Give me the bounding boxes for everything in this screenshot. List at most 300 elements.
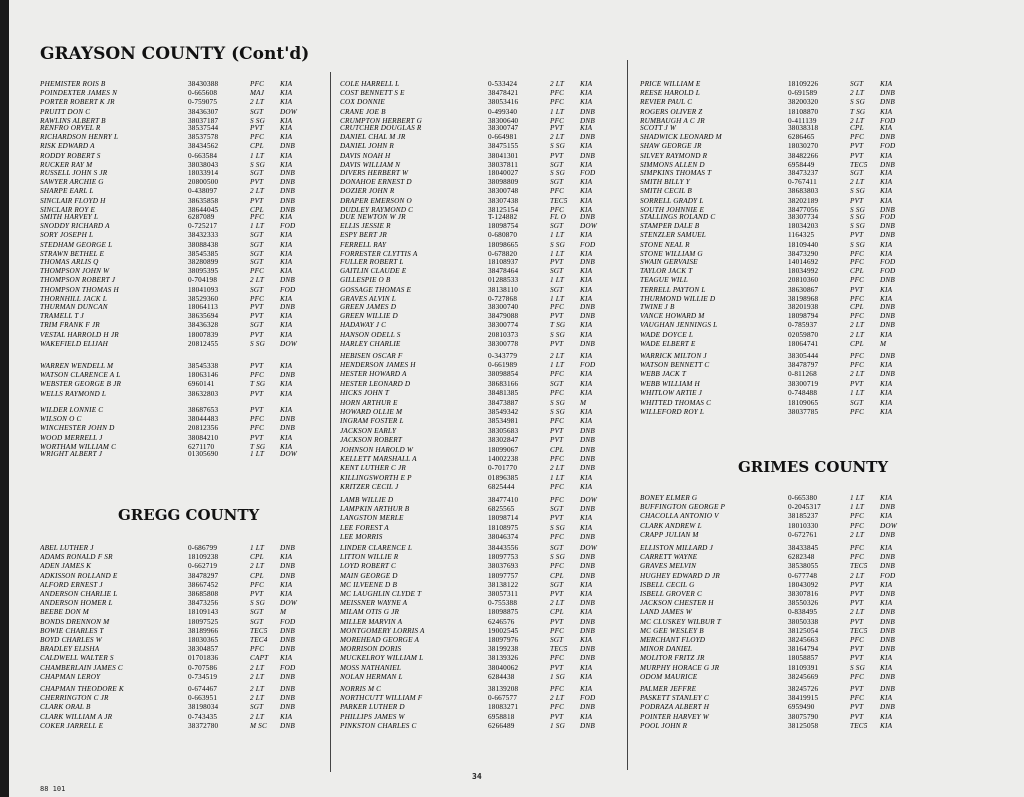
service-number: 20810360: [788, 276, 819, 285]
roster-entry: [340, 312, 610, 321]
rank: SGT: [550, 285, 564, 294]
soldier-name: GAITLIN CLAUDE E: [340, 267, 407, 276]
soldier-name: STONE WILLIAM G: [640, 249, 703, 258]
soldier-name: ANDERSON CHARLIE L: [40, 590, 118, 598]
soldier-name: CLARK ORAL B: [40, 703, 91, 712]
casualty-status: KIA: [880, 178, 893, 187]
service-number: 38537544: [188, 124, 219, 132]
rank: SGT: [550, 379, 564, 388]
service-number: 18109065: [788, 399, 819, 407]
casualty-status: FOD: [880, 258, 896, 266]
service-number: 38198034: [188, 703, 219, 712]
rank: TEC5: [850, 160, 868, 169]
casualty-status: KIA: [280, 330, 293, 339]
casualty-status: KIA: [280, 433, 293, 442]
casualty-status: DNB: [280, 187, 295, 196]
casualty-status: KIA: [280, 98, 293, 107]
rank: 1 LT: [550, 276, 565, 285]
service-number: 38046374: [488, 532, 519, 541]
roster-entry: [40, 169, 310, 178]
casualty-status: M: [580, 399, 587, 407]
service-number: 38057311: [488, 590, 519, 598]
service-number: 0-499340: [488, 107, 518, 116]
rank: SGT: [550, 544, 564, 552]
service-number: 38478464: [488, 267, 519, 276]
soldier-name: SINCLAIR FLOYD H: [40, 196, 106, 205]
rank: PFC: [550, 482, 565, 491]
soldier-name: SMITH BILLY Y: [640, 178, 690, 187]
roster-entry: [40, 331, 310, 340]
roster-entry: [640, 169, 910, 178]
roster-entry: [340, 352, 610, 361]
service-number: 01305690: [188, 450, 219, 458]
soldier-name: LINDER CLARENCE L: [340, 544, 413, 552]
roster-entry: [640, 352, 910, 361]
roster-entry: [340, 276, 610, 285]
casualty-status: DNB: [280, 371, 295, 380]
casualty-status: DNB: [580, 464, 595, 473]
service-number: 6825444: [488, 482, 515, 491]
casualty-status: KIA: [580, 388, 593, 397]
roster-entry: [640, 645, 910, 654]
rank: S SG: [850, 187, 865, 196]
roster-entry: [640, 399, 910, 408]
service-number: 38038043: [188, 160, 219, 169]
service-number: 0-704198: [188, 276, 218, 285]
soldier-name: ADKISSON ROLLAND E: [40, 571, 118, 580]
rank: PVT: [850, 599, 864, 608]
soldier-name: DANIEL CHAL M JR: [340, 133, 406, 142]
casualty-status: KIA: [580, 482, 593, 491]
roster-group: [40, 636, 310, 682]
soldier-name: TAYLOR JACK T: [640, 267, 693, 276]
service-number: 18109391: [788, 663, 819, 672]
rank: PFC: [850, 276, 865, 285]
soldier-name: SMITH HARVEY L: [40, 213, 99, 221]
service-number: T-124882: [488, 213, 518, 221]
casualty-status: DOW: [280, 599, 297, 608]
rank: PVT: [550, 712, 564, 721]
roster-entry: [640, 361, 910, 370]
casualty-status: KIA: [580, 124, 593, 132]
rank: PFC: [550, 205, 565, 214]
roster-entry: [40, 80, 310, 89]
roster-entry: [340, 108, 610, 117]
casualty-status: KIA: [580, 267, 593, 276]
roster-entry: [40, 276, 310, 285]
soldier-name: SWAIN GERVAISE: [640, 258, 698, 266]
rank: PFC: [550, 116, 565, 125]
soldier-name: THURMOND WILLIE D: [640, 294, 716, 303]
rank: 1 LT: [250, 222, 265, 231]
rank: PFC: [550, 303, 565, 311]
casualty-status: KIA: [580, 178, 593, 187]
rank: CPL: [250, 571, 264, 580]
casualty-status: DNB: [880, 370, 895, 379]
casualty-status: DNB: [880, 98, 895, 107]
roster-entry: [640, 178, 910, 187]
casualty-status: DNB: [580, 107, 595, 116]
soldier-name: WEBB WILLIAM H: [640, 379, 700, 388]
rank: S SG: [550, 142, 565, 151]
rank: S SG: [250, 160, 265, 169]
service-number: 38305444: [788, 352, 819, 360]
soldier-name: DAVIS WILLIAM N: [340, 160, 401, 169]
service-number: 38304857: [188, 645, 219, 654]
roster-entry: [340, 321, 610, 330]
soldier-name: BONDS DRENNON M: [40, 617, 110, 626]
soldier-name: TRAMELL T J: [40, 312, 84, 321]
service-number: 38095395: [188, 267, 219, 276]
roster-entry: [640, 340, 910, 349]
rank: PFC: [850, 258, 865, 266]
rank: PVT: [250, 362, 264, 370]
rank: 2 LT: [850, 321, 865, 330]
roster-entry: [340, 258, 610, 267]
rank: PFC: [550, 703, 565, 712]
roster-entry: [340, 436, 610, 445]
rank: S SG: [850, 213, 865, 221]
casualty-status: KIA: [880, 721, 893, 730]
service-number: 0-674467: [188, 685, 218, 693]
rank: 1 LT: [550, 361, 565, 370]
casualty-status: KIA: [280, 133, 293, 142]
service-number: 20810373: [488, 330, 519, 339]
service-number: 38545338: [188, 362, 219, 370]
gregg-county-title: GREGG COUNTY: [118, 506, 260, 524]
soldier-name: SIMMONS ALLEN D: [640, 160, 705, 169]
casualty-status: DNB: [280, 415, 295, 424]
casualty-status: DNB: [880, 503, 895, 512]
soldier-name: WILDER LONNIE C: [40, 406, 104, 414]
soldier-name: VESTAL HARROLD H JR: [40, 330, 119, 339]
roster-entry: [340, 370, 610, 379]
service-number: 38482266: [788, 151, 819, 160]
roster-group: [340, 685, 610, 731]
soldier-name: PHEMISTER ROIS B: [40, 80, 106, 88]
service-number: 38037811: [488, 160, 519, 169]
service-number: 18108975: [488, 523, 519, 532]
casualty-status: DNB: [880, 703, 895, 712]
casualty-status: DNB: [880, 89, 895, 98]
rank: TEC4: [250, 636, 268, 644]
service-number: 0-680870: [488, 231, 518, 240]
service-number: 0-665608: [188, 89, 218, 98]
casualty-status: KIA: [580, 663, 593, 672]
service-number: 38632803: [188, 389, 219, 398]
soldier-name: THOMPSON THOMAS H: [40, 285, 119, 294]
service-number: 18030270: [788, 142, 819, 151]
soldier-name: PINKSTON CHARLES C: [340, 721, 417, 730]
rank: 2 LT: [250, 98, 265, 107]
rank: SGT: [250, 169, 264, 177]
casualty-status: KIA: [880, 379, 893, 388]
service-number: 38088438: [188, 240, 219, 249]
rank: SGT: [850, 399, 864, 407]
soldier-name: HARLEY CHARLIE: [340, 339, 401, 348]
casualty-status: KIA: [580, 590, 593, 598]
service-number: 18034992: [788, 267, 819, 276]
rank: 2 LT: [550, 599, 565, 608]
rank: PVT: [550, 258, 564, 266]
casualty-status: DNB: [580, 599, 595, 608]
casualty-status: KIA: [580, 196, 593, 205]
service-number: 38434562: [188, 142, 219, 151]
soldier-name: CRUTCHER DOUGLAS R: [340, 124, 422, 132]
rank: PVT: [550, 339, 564, 348]
soldier-name: CHACOLLA ANTONIO V: [640, 512, 719, 521]
roster-entry: [640, 231, 910, 240]
soldier-name: WATSON BENNETT C: [640, 361, 710, 370]
rank: S SG: [250, 116, 265, 125]
rank: SGT: [550, 160, 564, 169]
service-number: 0-748488: [788, 388, 818, 397]
casualty-status: KIA: [580, 187, 593, 196]
soldier-name: NORTHCUTT WILLIAM F: [340, 694, 423, 703]
roster-entry: [40, 553, 310, 562]
rank: 1 LT: [850, 388, 865, 397]
service-number: 01896385: [488, 473, 519, 482]
casualty-status: KIA: [580, 160, 593, 169]
soldier-name: STRAWN BETHEL E: [40, 249, 105, 258]
rank: 1 LT: [550, 107, 565, 116]
service-number: 6287089: [188, 213, 215, 221]
soldier-name: WHITLOW ARTIE J: [640, 388, 702, 397]
rank: S SG: [550, 169, 565, 177]
roster-entry: [340, 703, 610, 712]
rank: PVT: [850, 142, 864, 151]
rank: PFC: [850, 408, 865, 417]
roster-entry: [40, 415, 310, 424]
roster-group: [340, 399, 610, 445]
service-number: 38477410: [488, 496, 519, 504]
rank: PFC: [850, 553, 865, 562]
casualty-status: DNB: [580, 455, 595, 464]
casualty-status: DNB: [880, 321, 895, 330]
soldier-name: ROGERS OLIVER Z: [640, 107, 703, 116]
casualty-status: KIA: [580, 321, 593, 330]
service-number: 38302847: [488, 435, 519, 444]
casualty-status: KIA: [580, 142, 593, 151]
casualty-status: FOD: [280, 617, 296, 626]
soldier-name: MOLITOR FRITZ JR: [640, 654, 705, 663]
soldier-name: CRANE JOE B: [340, 107, 386, 116]
rank: 2 LT: [550, 133, 565, 142]
casualty-status: KIA: [580, 636, 593, 644]
service-number: 0-661989: [488, 361, 518, 370]
service-number: 18040027: [488, 169, 519, 177]
roster-entry: [40, 599, 310, 608]
rank: 2 LT: [250, 276, 265, 285]
casualty-status: DNB: [280, 169, 295, 177]
roster-entry: [640, 713, 910, 722]
roster-entry: [40, 152, 310, 161]
rank: CPL: [850, 303, 864, 311]
roster-entry: [640, 98, 910, 107]
rank: PFC: [850, 312, 865, 321]
roster-entry: [40, 321, 310, 330]
service-number: 38300748: [488, 187, 519, 196]
rank: PVT: [250, 330, 264, 339]
soldier-name: WINCHESTER JOHN D: [40, 424, 115, 433]
service-number: 38280899: [188, 258, 219, 266]
soldier-name: WATSON CLARENCE A L: [40, 371, 121, 380]
service-number: 38198968: [788, 294, 819, 303]
rank: PFC: [250, 267, 265, 276]
soldier-name: RODDY ROBERT S: [40, 151, 101, 160]
soldier-name: THURMAN DUNCAN: [40, 303, 108, 311]
soldier-name: PORTER ROBERT K JR: [40, 98, 115, 107]
roster-entry: [40, 241, 310, 250]
rank: PVT: [850, 712, 864, 721]
rank: TEC5: [850, 721, 868, 730]
roster-entry: [40, 303, 310, 312]
casualty-status: KIA: [880, 169, 893, 177]
rank: PFC: [550, 417, 565, 426]
roster-group: [40, 685, 310, 731]
casualty-status: KIA: [580, 580, 593, 589]
rank: SGT: [250, 240, 264, 249]
casualty-status: DNB: [580, 213, 595, 221]
service-number: 18098714: [488, 514, 519, 523]
rank: PFC: [850, 521, 865, 530]
casualty-status: KIA: [580, 285, 593, 294]
service-number: 38372780: [188, 721, 219, 730]
rank: PFC: [250, 294, 265, 303]
soldier-name: MORRISON DORIS: [340, 645, 402, 654]
soldier-name: BOYD CHARLES W: [40, 636, 102, 644]
soldier-name: MEISSNER WAYNE A: [340, 599, 408, 608]
soldier-name: WOOD MERRELL J: [40, 433, 103, 442]
soldier-name: CLARK WILLIAM A JR: [40, 712, 113, 721]
service-number: 6825565: [488, 505, 515, 514]
casualty-status: KIA: [280, 590, 293, 598]
soldier-name: BOWIE CHARLES T: [40, 626, 104, 635]
soldier-name: MUCKELROY WILLIAM L: [340, 654, 424, 663]
casualty-status: FOD: [580, 169, 596, 177]
casualty-status: DNB: [880, 608, 895, 617]
casualty-status: KIA: [880, 196, 893, 205]
casualty-status: DNB: [880, 617, 895, 626]
soldier-name: ESPY BERT JR: [340, 231, 387, 240]
rank: PFC: [250, 424, 265, 433]
soldier-name: LAMPKIN ARTHUR B: [340, 505, 410, 514]
roster-entry: [640, 389, 910, 398]
roster-entry: [340, 464, 610, 473]
roster-entry: [340, 455, 610, 464]
scan-left-edge: [0, 0, 9, 797]
soldier-name: WADE ELBERT E: [640, 339, 696, 348]
service-number: 18099067: [488, 446, 519, 454]
service-number: 01701836: [188, 654, 219, 663]
roster-group: [640, 124, 910, 170]
roster-entry: [640, 627, 910, 636]
roster-group: [340, 258, 610, 304]
service-number: 38300747: [488, 124, 519, 132]
soldier-name: KRITZER CECIL J: [340, 482, 399, 491]
rank: PVT: [850, 685, 864, 693]
soldier-name: PALMER JEFFRE: [640, 685, 697, 693]
roster-entry: [640, 213, 910, 222]
soldier-name: BEEBE DON M: [40, 608, 89, 617]
soldier-name: JOHNSON HAROLD W: [340, 446, 414, 454]
rank: CAPT: [250, 654, 269, 663]
roster-entry: [340, 124, 610, 133]
roster-entry: [40, 713, 310, 722]
service-number: 38084210: [188, 433, 219, 442]
soldier-name: DANIEL JOHN R: [340, 142, 394, 151]
rank: SGT: [550, 178, 564, 187]
roster-entry: [40, 722, 310, 731]
casualty-status: FOD: [880, 213, 896, 221]
rank: 1 SG: [550, 721, 565, 730]
roster-entry: [340, 654, 610, 663]
rank: PVT: [250, 196, 264, 205]
rank: 2 LT: [850, 571, 865, 580]
rank: PFC: [550, 98, 565, 107]
service-number: 38300640: [488, 116, 519, 125]
service-number: 38473290: [788, 249, 819, 258]
roster-entry: [640, 408, 910, 417]
soldier-name: SILVEY RAYMOND R: [640, 151, 708, 160]
service-number: 18064113: [188, 303, 219, 311]
service-number: 38202189: [788, 196, 819, 205]
service-number: 0-2045317: [788, 503, 821, 512]
rank: 1 LT: [250, 544, 265, 552]
casualty-status: DNB: [880, 553, 895, 562]
rank: PFC: [250, 645, 265, 654]
soldier-name: NORRIS M C: [340, 685, 382, 693]
rank: SGT: [250, 285, 264, 294]
soldier-name: TRIM FRANK F JR: [40, 321, 100, 330]
soldier-name: SINCLAIR ROY E: [40, 205, 96, 214]
casualty-status: FOD: [880, 571, 896, 580]
service-number: 38138110: [488, 285, 519, 294]
service-number: 0-767411: [788, 178, 817, 187]
service-number: 38685808: [188, 590, 219, 598]
roster-entry: [640, 331, 910, 340]
service-number: 0-411139: [788, 116, 817, 125]
soldier-name: CHERRINGTON C JR: [40, 694, 109, 703]
rank: CPL: [250, 142, 264, 151]
soldier-name: GOSSAGE THOMAS E: [340, 285, 412, 294]
soldier-name: HORN ARTHUR E: [340, 399, 398, 407]
service-number: 38245663: [788, 636, 819, 644]
rank: PVT: [850, 703, 864, 712]
rank: PVT: [850, 590, 864, 598]
rank: PVT: [550, 435, 564, 444]
soldier-name: INGRAM FOSTER L: [340, 417, 404, 426]
soldier-name: ALFORD ERNEST J: [40, 580, 103, 589]
casualty-status: KIA: [880, 151, 893, 160]
rank: PVT: [550, 312, 564, 321]
service-number: 18108937: [488, 258, 519, 266]
casualty-status: DNB: [880, 645, 895, 654]
roster-entry: [640, 685, 910, 694]
casualty-status: DNB: [880, 133, 895, 142]
casualty-status: DNB: [280, 276, 295, 285]
soldier-name: WORTHAM WILLIAM C: [40, 442, 117, 451]
roster-entry: [340, 380, 610, 389]
soldier-name: HEBISEN OSCAR F: [340, 352, 403, 360]
service-number: 6246576: [488, 617, 515, 626]
casualty-status: KIA: [580, 205, 593, 214]
rank: PFC: [850, 352, 865, 360]
rank: PFC: [850, 294, 865, 303]
casualty-status: DOW: [580, 544, 597, 552]
rank: PFC: [250, 213, 265, 221]
casualty-status: DNB: [580, 617, 595, 626]
